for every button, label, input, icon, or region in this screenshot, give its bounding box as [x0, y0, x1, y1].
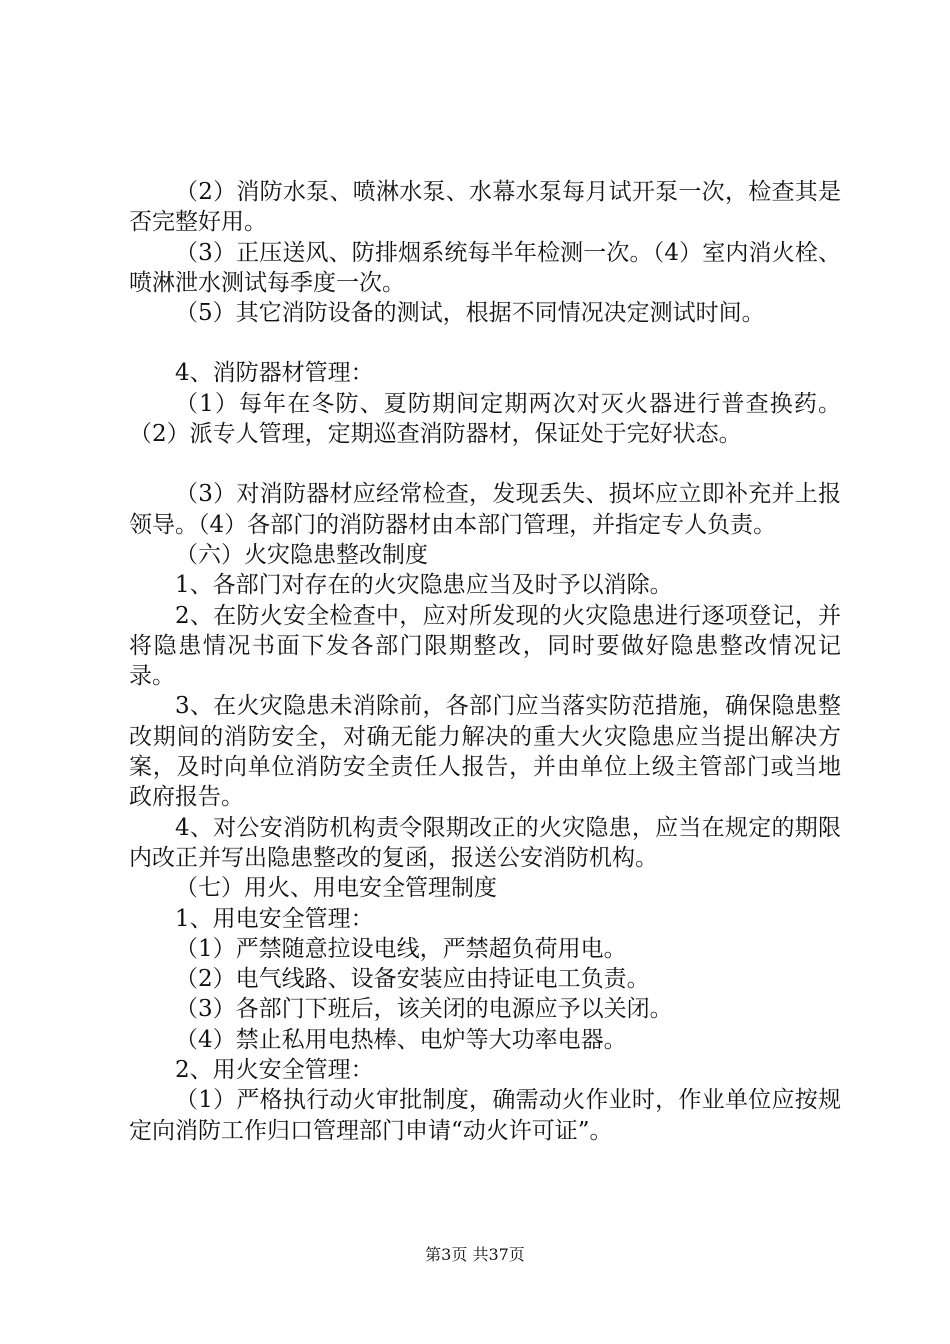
- paragraph-pump-test: （2）消防水泵、喷淋水泵、水幕水泵每月试开泵一次，检查其是否完整好用。: [129, 179, 841, 236]
- paragraph-electric-4: （4）禁止私用电热棒、电炉等大功率电器。: [175, 1026, 627, 1053]
- page-number-footer: 第3页 共37页: [425, 1245, 525, 1264]
- paragraph-extinguisher-check: （1）每年在冬防、夏防期间定期两次对灭火器进行普查换药。（2）派专人管理，定期巡查消防器材，保证处于完好状态。: [129, 390, 841, 448]
- heading-equipment-management: 4、消防器材管理：: [175, 360, 374, 387]
- paragraph-smoke-test: （3）正压送风、防排烟系统每半年检测一次。（4）室内消火栓、喷淋泄水测试每季度一次。: [129, 239, 841, 296]
- paragraph-other-test: （5）其它消防设备的测试，根据不同情况决定测试时间。: [175, 300, 765, 327]
- paragraph-hazard-3: 3、在火灾隐患未消除前，各部门应当落实防范措施，确保隐患整改期间的消防安全，对确无能力解决的重大火灾隐患应当提出解决方案，及时向单位消防安全责任人报告，并由单位上级主管部门或当地政府报告。: [129, 693, 841, 811]
- paragraph-hazard-2: 2、在防火安全检查中，应对所发现的火灾隐患进行逐项登记，并将隐患情况书面下发各部门限期整改，同时要做好隐患整改情况记录。: [129, 602, 841, 690]
- heading-electric-safety: 1、用电安全管理：: [175, 905, 374, 932]
- paragraph-electric-2: （2）电气线路、设备安装应由持证电工负责。: [175, 966, 650, 993]
- document-body: [129, 177, 841, 1146]
- heading-fire-electric-safety: （七）用火、用电安全管理制度: [175, 875, 497, 902]
- paragraph-fire-1: （1）严格执行动火审批制度，确需动火作业时，作业单位应按规定向消防工作归口管理部门申请“动火许可证”。: [129, 1087, 841, 1144]
- paragraph-hazard-4: 4、对公安消防机构责令限期改正的火灾隐患，应当在规定的期限内改正并写出隐患整改的复函，报送公安消防机构。: [129, 814, 841, 871]
- paragraph-equipment-inspection: （3）对消防器材应经常检查，发现丢失、损坏应立即补充并上报领导。（4）各部门的消防器材由本部门管理，并指定专人负责。: [129, 481, 841, 538]
- paragraph-hazard-1: 1、各部门对存在的火灾隐患应当及时予以消除。: [175, 572, 673, 599]
- heading-hazard-rectification: （六）火灾隐患整改制度: [175, 541, 428, 568]
- paragraph-electric-1: （1）严禁随意拉设电线，严禁超负荷用电。: [175, 935, 627, 962]
- paragraph-electric-3: （3）各部门下班后，该关闭的电源应予以关闭。: [175, 996, 673, 1023]
- heading-fire-safety: 2、用火安全管理：: [175, 1057, 374, 1084]
